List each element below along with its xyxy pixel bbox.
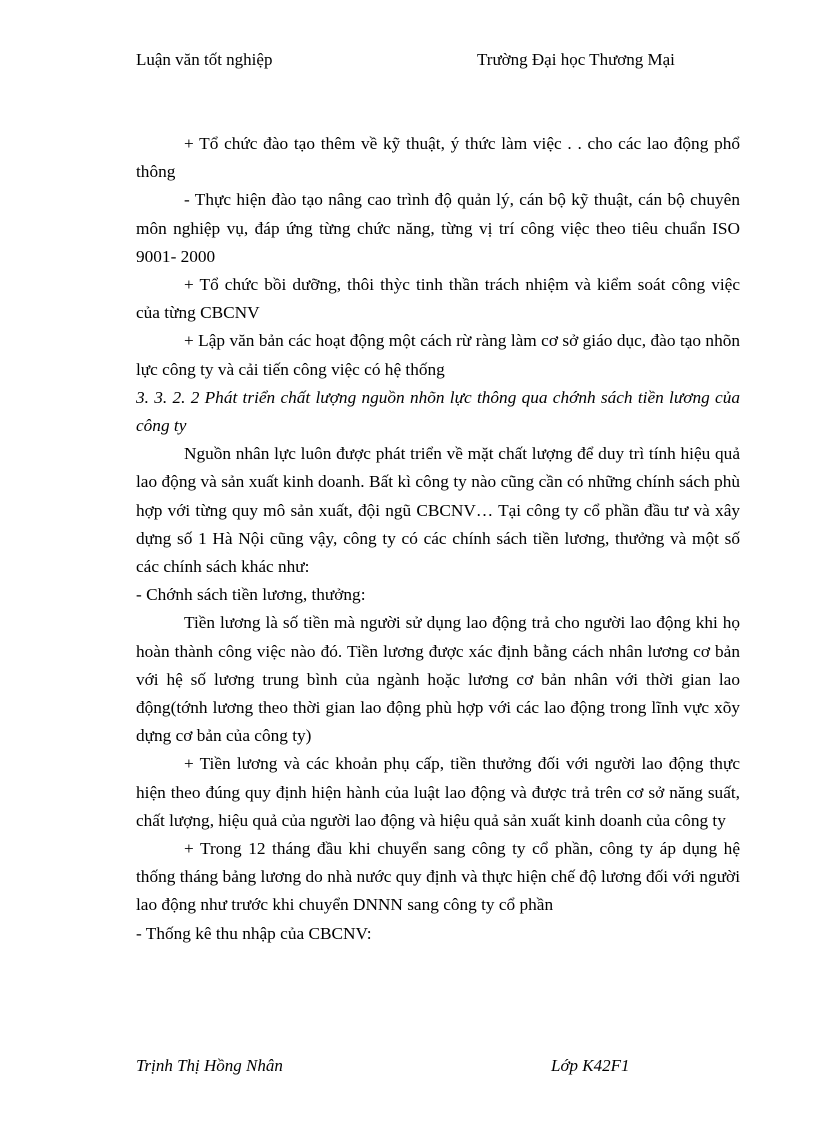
document-body xyxy=(136,130,740,948)
section-heading: 3. 3. 2. 2 Phát triển chất lượng nguồn nhõn lực thông qua chớnh sách tiền lương của công ty xyxy=(136,387,740,436)
paragraph-salary-policy-label: - Chớnh sách tiền lương, thưởng: xyxy=(136,585,366,605)
paragraph-first-12-months: + Trong 12 tháng đầu khi chuyển sang công ty cổ phần, công ty áp dụng hệ thống tháng bảng lương do nhà nước quy định và thực hiện chế độ lương đối với người lao động như trước khi chuyển DNNN sang công ty cổ phần xyxy=(136,839,740,915)
header-university-name: Trường Đại học Thương Mại xyxy=(477,50,675,69)
paragraph-management-training: - Thực hiện đào tạo nâng cao trình độ quản lý, cán bộ kỹ thuật, cán bộ chuyên môn nghiệp vụ, đáp ứng từng chức năng, từng vị trí công việc theo tiêu chuẩn ISO 9001- 2000 xyxy=(136,190,740,266)
paragraph-salary-definition: Tiền lương là số tiền mà người sử dụng lao động trả cho người lao động khi họ hoàn thành công việc nào đó. Tiền lương được xác định bằng cách nhân lương cơ bản với hệ số lương trung bình của ngành hoặc lương cơ bản nhân với thời gian lao động(tớnh lương theo thời gian lao động phù hợp với các lao động trong lĩnh vực xõy dựng cơ bản của công ty) xyxy=(136,613,740,746)
paragraph-documentation: + Lập văn bản các hoạt động một cách rừ ràng làm cơ sở giáo dục, đào tạo nhõn lực công ty và cải tiến công việc có hệ thống xyxy=(136,331,740,379)
paragraph-hr-development: Nguồn nhân lực luôn được phát triển về mặt chất lượng để duy trì tính hiệu quả lao động và sản xuất kinh doanh. Bất kì công ty nào cũng cần có những chính sách phù hợp với từng quy mô sản xuất, đội ngũ CBCNV… Tại công ty cổ phần đầu tư và xây dựng số 1 Hà Nội cũng vậy, công ty có các chính sách tiền lương, thưởng và một số các chính sách khác như: xyxy=(136,444,740,577)
footer-class-code: Lớp K42F1 xyxy=(551,1056,630,1075)
footer-author-name: Trịnh Thị Hồng Nhân xyxy=(136,1056,283,1075)
paragraph-income-statistics-label: - Thống kê thu nhập của CBCNV: xyxy=(136,923,372,943)
paragraph-responsibility: + Tổ chức bồi dưỡng, thôi thỳc tinh thần trách nhiệm và kiểm soát công việc của từng CBCNV xyxy=(136,275,740,323)
paragraph-allowances: + Tiền lương và các khoản phụ cấp, tiền thưởng đối với người lao động thực hiện theo đúng quy định hiện hành của luật lao động và được trả trên cơ sở năng suất, chất lượng, hiệu quả của người lao động và hiệu quả sản xuất kinh doanh của công ty xyxy=(136,754,740,830)
paragraph-training-technical: + Tổ chức đào tạo thêm về kỹ thuật, ý thức làm việc . . cho các lao động phổ thông xyxy=(136,134,740,182)
header-thesis-label: Luận văn tốt nghiệp xyxy=(136,50,273,69)
